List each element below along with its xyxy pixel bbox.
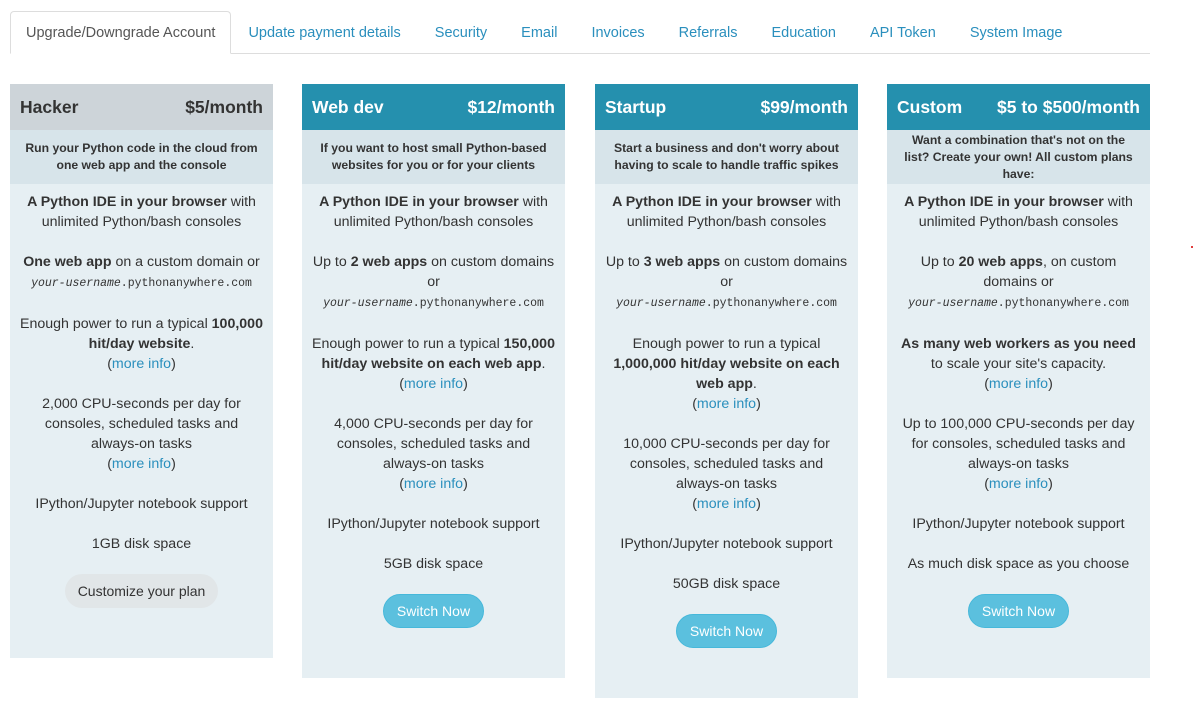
tab-invoices[interactable]: Invoices	[591, 24, 645, 41]
feature-jupyter: IPython/Jupyter notebook support	[912, 516, 1125, 532]
plan-description: If you want to host small Python-based websites for you or for your clients	[302, 130, 565, 184]
edge-mark	[1191, 246, 1193, 248]
more-info-link[interactable]: more info	[111, 456, 172, 472]
feature-cpu: Up to 100,000 CPU-seconds per day for consoles, scheduled tasks and always-on tasks (more info)	[902, 416, 1135, 492]
account-tabs	[10, 12, 1150, 54]
plan-description: Want a combination that's not on the list? Create your own! All custom plans have:	[887, 130, 1150, 184]
feature-ide: A Python IDE in your browser with unlimited Python/bash consoles	[904, 194, 1133, 230]
more-info-link[interactable]: more info	[403, 476, 464, 492]
more-info-link[interactable]: more info	[988, 376, 1049, 392]
more-info-link[interactable]: more info	[111, 356, 172, 372]
feature-jupyter: IPython/Jupyter notebook support	[620, 536, 833, 552]
plan-price: $12/month	[467, 96, 555, 117]
tab-education[interactable]: Education	[771, 24, 836, 41]
tab-security[interactable]: Security	[434, 24, 488, 41]
switch-now-button[interactable]: Switch Now	[383, 594, 484, 628]
feature-ide: A Python IDE in your browser with unlimited Python/bash consoles	[612, 194, 841, 230]
plan-card-web-dev	[302, 84, 565, 678]
tab-email[interactable]: Email	[521, 24, 558, 41]
tab-system-image[interactable]: System Image	[969, 24, 1063, 41]
customize-plan-button[interactable]: Customize your plan	[65, 574, 219, 608]
feature-web-apps: Up to 20 web apps, on custom domains or your-username.pythonanywhere.com	[908, 254, 1129, 310]
plan-card-hacker	[10, 84, 273, 658]
more-info-link[interactable]: more info	[988, 476, 1049, 492]
plan-price: $5 to $500/month	[997, 96, 1140, 117]
more-info-link[interactable]: more info	[696, 496, 757, 512]
feature-web-apps: Up to 2 web apps on custom domains or your-username.pythonanywhere.com	[312, 254, 555, 310]
plan-name: Web dev	[312, 96, 384, 117]
plan-header	[10, 84, 273, 130]
feature-cpu: 4,000 CPU-seconds per day for consoles, scheduled tasks and always-on tasks (more info)	[334, 416, 533, 492]
plan-header	[595, 84, 858, 130]
switch-now-button[interactable]: Switch Now	[676, 614, 777, 648]
feature-power: Enough power to run a typical 1,000,000 hit/day website on each web app. (more info)	[613, 336, 840, 412]
more-info-link[interactable]: more info	[403, 376, 464, 392]
tab-referrals[interactable]: Referrals	[678, 24, 738, 41]
feature-ide: A Python IDE in your browser with unlimited Python/bash consoles	[27, 194, 256, 230]
feature-web-apps: Up to 3 web apps on custom domains or your-username.pythonanywhere.com	[605, 254, 848, 310]
feature-ide: A Python IDE in your browser with unlimited Python/bash consoles	[319, 194, 548, 230]
plan-description: Run your Python code in the cloud from one web app and the console	[10, 130, 273, 184]
plan-price: $5/month	[185, 96, 263, 117]
plan-name: Hacker	[20, 96, 79, 117]
feature-disk: As much disk space as you choose	[907, 556, 1130, 572]
plan-description: Start a business and don't worry about having to scale to handle traffic spikes	[595, 130, 858, 184]
tab-update-payment-details[interactable]: Update payment details	[248, 24, 401, 41]
tab-api-token[interactable]: API Token	[869, 24, 936, 41]
switch-now-button[interactable]: Switch Now	[968, 594, 1069, 628]
feature-cpu: 10,000 CPU-seconds per day for consoles, scheduled tasks and always-on tasks (more info)	[623, 436, 830, 512]
plan-name: Custom	[897, 96, 963, 117]
feature-jupyter: IPython/Jupyter notebook support	[327, 516, 540, 532]
feature-cpu: 2,000 CPU-seconds per day for consoles, scheduled tasks and always-on tasks (more info)	[42, 396, 241, 472]
plan-header	[887, 84, 1150, 130]
plan-card-custom	[887, 84, 1150, 678]
plan-header	[302, 84, 565, 130]
feature-disk: 5GB disk space	[383, 556, 484, 572]
feature-disk: 1GB disk space	[91, 536, 192, 552]
feature-disk: 50GB disk space	[672, 576, 781, 592]
plan-price: $99/month	[760, 96, 848, 117]
feature-power: Enough power to run a typical 150,000 hit/day website on each web app. (more info)	[312, 336, 555, 392]
feature-web-workers: As many web workers as you need to scale your site's capacity. (more info)	[901, 336, 1136, 392]
feature-jupyter: IPython/Jupyter notebook support	[35, 496, 248, 512]
feature-web-apps: One web app on a custom domain or your-username.pythonanywhere.com	[23, 254, 260, 290]
plan-name: Startup	[605, 96, 667, 117]
tab-upgrade-downgrade-account[interactable]: Upgrade/Downgrade Account	[10, 11, 231, 54]
plan-card-startup	[595, 84, 858, 698]
feature-power: Enough power to run a typical 100,000 hit/day website. (more info)	[20, 316, 263, 372]
more-info-link[interactable]: more info	[696, 396, 757, 412]
